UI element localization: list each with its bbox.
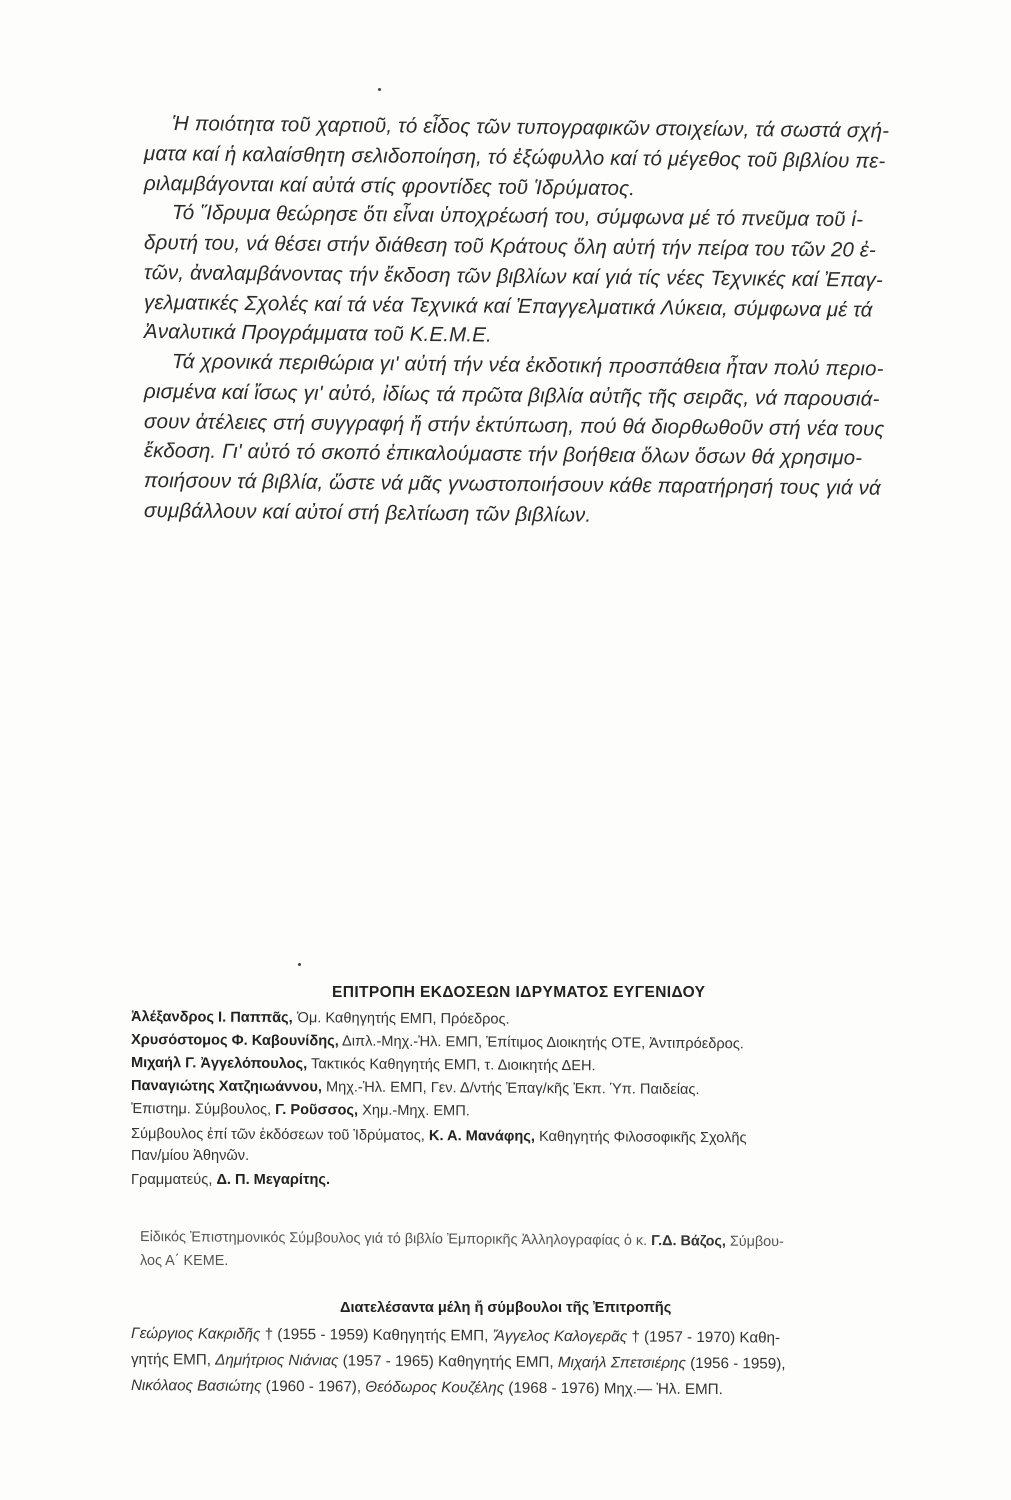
member-role: Καθηγητής Φιλοσοφικῆς Σχολῆς	[534, 1128, 747, 1147]
former-member-info: † (1957 - 1970) Καθη-	[627, 1328, 781, 1347]
consultant-line	[140, 1229, 784, 1250]
member-name: Μιχαήλ Γ. Ἀγγελόπουλος,	[130, 1055, 308, 1073]
consultant-prefix: Εἰδικός Ἐπιστημονικός Σύμβουλος γιά τό βιβλίο Ἐμπορικῆς Ἀλληλογραφίας ὁ κ.	[139, 1229, 652, 1250]
intro-line: ριλαμβάγονται καί αὐτά στίς φροντίδες τοῦ Ἱδρύματος.	[143, 172, 636, 201]
committee-secretary	[131, 1172, 330, 1188]
member-role: Ὀμ. Καθηγητής ΕΜΠ, Πρόεδρος.	[292, 1010, 510, 1028]
member-name: Χρυσόστομος Φ. Καβουνίδης,	[130, 1032, 339, 1050]
member-name: Δ. Π. Μεγαρίτης.	[216, 1172, 331, 1188]
former-member-info: (1960 - 1967),	[261, 1377, 366, 1396]
former-member-name: Ἄγγελος Καλογερᾶς	[492, 1327, 628, 1346]
intro-line: δρυτή του, νά θέσει στήν διάθεση τοῦ Κράτους ὅλη αὐτή τήν πείρα του τῶν 20 ἐ-	[143, 231, 877, 262]
intro-line: ματα καί ἡ καλαίσθητη σελιδοποίηση, τό ἐξώφυλλο καί τό μέγεθος τοῦ βιβλίου πε-	[143, 142, 886, 173]
committee-editions-advisor-cont: Παν/μίου Ἀθηνῶν.	[131, 1148, 250, 1164]
committee-editions-advisor	[131, 1126, 747, 1146]
committee-member	[131, 1078, 700, 1098]
consultant-line: λος Α΄ ΚΕΜΕ.	[140, 1253, 229, 1269]
committee-member	[131, 1032, 744, 1052]
intro-line: τῶν, ἀναλαμβάνοντας τήν ἔκδοση τῶν βιβλίων καί γιά τίς νέες Τεχνικές καί Ἐπαγ-	[143, 261, 884, 292]
former-members-line	[131, 1377, 723, 1398]
committee-advisor	[131, 1101, 470, 1119]
intro-line: γελματικές Σχολές καί τά νέα Τεχνικά καί Ἐπαγγελματικά Λύκεια, σύμφωνα μέ τά	[143, 291, 873, 322]
intro-line: ἔκδοση. Γι' αὐτό τό σκοπό ἐπικαλούμαστε τήν βοήθεια ὅλων ὅσων θά χρησιμο-	[143, 439, 863, 470]
former-members-line	[131, 1325, 780, 1347]
former-member-info: (1957 - 1965) Καθηγητής ΕΜΠ,	[338, 1352, 558, 1371]
committee-title: ΕΠΙΤΡΟΠΗ ΕΚΔΟΣΕΩΝ ΙΔΡΥΜΑΤΟΣ ΕΥΓΕΝΙΔΟΥ	[332, 984, 706, 1001]
former-member-info: (1968 - 1976) Μηχ.— Ἠλ. ΕΜΠ.	[504, 1379, 723, 1399]
former-member-info: † (1955 - 1959) Καθηγητής ΕΜΠ,	[260, 1325, 493, 1345]
intro-line: Τό Ἵδρυμα θεώρησε ὅτι εἶναι ὑποχρέωσή του, σύμφωνα μέ τό πνεῦμα τοῦ ἱ-	[171, 201, 864, 232]
former-member-name: Νικόλαος Βασιώτης	[130, 1377, 262, 1395]
former-member-name: Γεώργιος Κακριδῆς	[130, 1325, 261, 1343]
secretary-prefix: Γραμματεύς,	[131, 1172, 217, 1188]
committee-member	[131, 1009, 510, 1028]
member-role: Χημ.-Μηχ. ΕΜΠ.	[358, 1102, 470, 1120]
scan-speck	[378, 88, 381, 91]
consultant-name: Γ.Δ. Βάζος,	[651, 1233, 726, 1250]
member-name: Παναγιώτης Χατζηιωάννου,	[130, 1078, 322, 1096]
scan-speck	[298, 963, 301, 966]
member-role: Διπλ.-Μηχ.-Ἠλ. ΕΜΠ, Ἐπίτιμος Διοικητής ΟΤΕ, Ἀντιπρόεδρος.	[338, 1033, 744, 1053]
intro-line: ποιήσουν τά βιβλία, ὥστε νά μᾶς γνωστοποιήσουν κάθε παρατήρησή τους γιά νά	[143, 469, 881, 500]
intro-line: συμβάλλουν καί αὐτοί στή βελτίωση τῶν βιβλίων.	[143, 499, 592, 527]
advisor-prefix: Σύμβουλος ἐπί τῶν ἐκδόσεων τοῦ Ἱδρύματος,	[130, 1126, 430, 1145]
former-members-line	[131, 1351, 786, 1373]
intro-line: Τά χρονικά περιθώρια γι' αὐτή τήν νέα ἐκδοτική προσπάθεια ἦταν πολύ περιο-	[171, 350, 884, 381]
intro-line: σουν ἀτέλειες στή συγγραφή ἤ στήν ἐκτύπωση, πού θά διορθωθοῦν στή νέα τους	[143, 410, 885, 441]
former-member-name: Θεόδωρος Κουζέλης	[365, 1378, 505, 1397]
intro-line: ρισμένα καί ἴσως γι' αὐτό, ἰδίως τά πρῶτα βιβλία αὐτῆς τῆς σειρᾶς, νά παρουσιά-	[143, 380, 880, 411]
member-name: Κ. Α. Μανάφης,	[428, 1128, 535, 1145]
former-member-name: Δημήτριος Νιάνιας	[215, 1351, 339, 1370]
consultant-suffix: Σύμβου-	[725, 1233, 784, 1251]
former-member-info: γητής ΕΜΠ,	[130, 1351, 216, 1369]
intro-line: Ἀναλυτικά Προγράμματα τοῦ Κ.Ε.Μ.Ε.	[143, 320, 492, 347]
former-member-info: (1956 - 1959),	[685, 1354, 786, 1373]
member-role: Μηχ.-Ἠλ. ΕΜΠ, Γεν. Δ/ντής Ἐπαγ/κῆς Ἐκπ. Ὑπ. Παιδείας.	[321, 1079, 700, 1098]
member-name: Ἀλέξανδρος Ι. Παππᾶς,	[130, 1009, 293, 1027]
member-name: Γ. Ροῦσσος,	[275, 1102, 359, 1119]
intro-line: Ἡ ποιότητα τοῦ χαρτιοῦ, τό εἶδος τῶν τυπογραφικῶν στοιχείων, τά σωστά σχή-	[171, 112, 890, 143]
advisor-prefix: Ἐπιστημ. Σύμβουλος,	[130, 1101, 276, 1119]
former-members-title: Διατελέσαντα μέλη ἤ σύμβουλοι τῆς Ἐπιτροπῆς	[340, 1300, 672, 1316]
former-member-name: Μιχαήλ Σπετσιέρης	[557, 1353, 686, 1372]
committee-member	[131, 1055, 596, 1074]
member-role: Τακτικός Καθηγητής ΕΜΠ, τ. Διοικητής ΔΕΗ.	[307, 1056, 596, 1075]
